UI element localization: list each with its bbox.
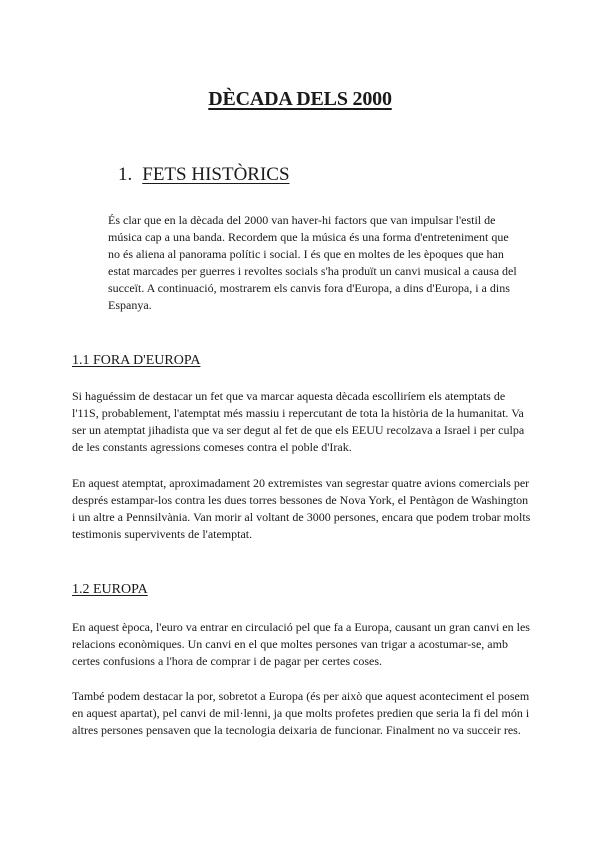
paragraph-europa-2: També podem destacar la por, sobretot a Europa (és per això que aquest aconteciment el posem en aquest apartat), pel canvi de mil·lenni, ja que molts profetes predien que seria la fi del món i altres persones pensaven que la tecnologia deixaria de funcionar. Finalment no va succeir res.: [72, 689, 530, 737]
section-heading-text: FETS HISTÒRICS: [142, 164, 290, 185]
subsection-heading-europa: 1.2 EUROPA: [72, 582, 148, 597]
section-number: 1.: [118, 164, 133, 185]
paragraph-fora-europa-1: Si haguéssim de destacar un fet que va marcar aquesta dècada escolliríem els atemptats de l'11S, probablement, l'atemptat més massiu i repercutant de tota la història de la humanitat. Va ser un atemptat jihadista que va ser degut al fet de que els EEUU recolzava a Israel i per culpa de les constants agressions comeses contra el poble d'Irak.: [72, 389, 525, 454]
section-heading-fets-historics: [118, 164, 290, 186]
document-title: DÈCADA DELS 2000: [208, 88, 392, 110]
intro-paragraph: És clar que en la dècada del 2000 van haver-hi factors que van impulsar l'estil de música cap a una banda. Recordem que la música és una forma d'entreteniment que no és aliena al panorama polític i social. I és que en moltes de les èpoques que han estat marcades per guerres i revoltes socials s'ha produït un canvi musical a causa del succeït. A continuació, mostrarem els canvis fora d'Europa, a dins d'Europa, i a dins Espanya.: [108, 213, 517, 312]
paragraph-fora-europa-2: En aquest atemptat, aproximadament 20 extremistes van segrestar quatre avions comercials per després estampar-los contra les dues torres bessones de Nova York, el Pentàgon de Washington i un altre a Pennsilvània. Van morir al voltant de 3000 persones, encara que podem trobar molts testimonis supervivents de l'atemptat.: [72, 476, 531, 541]
paragraph-europa-1: En aquest època, l'euro va entrar en circulació pel que fa a Europa, causant un gran canvi en les relacions econòmiques. Un canvi en el que moltes persones van trigar a acostumar-se, amb certes confusions a l'hora de comprar i de pagar per certes coses.: [72, 620, 530, 668]
subsection-heading-fora-europa: 1.1 FORA D'EUROPA: [72, 353, 201, 368]
